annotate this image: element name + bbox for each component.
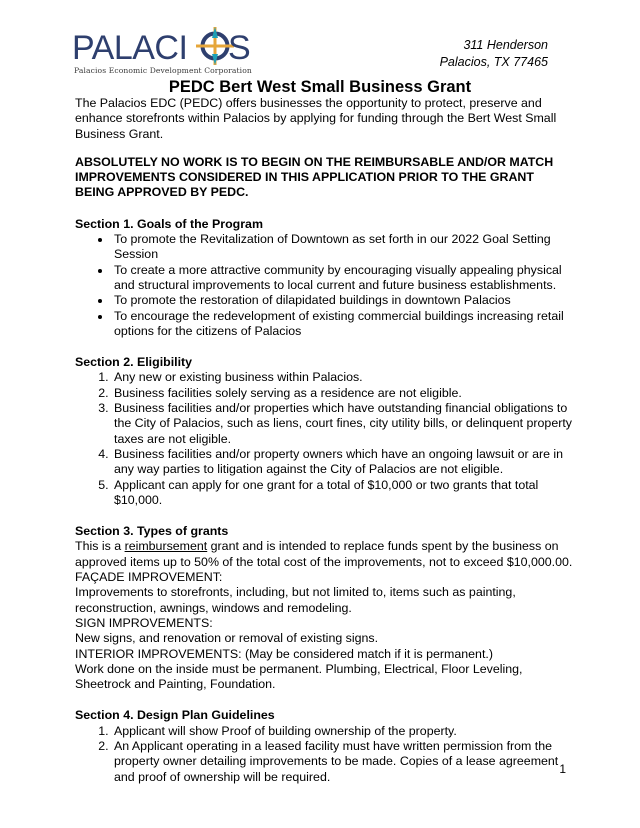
interior-heading: INTERIOR IMPROVEMENTS: (May be considered match if it is permanent.) [75, 646, 493, 661]
list-item: • To create a more attractive community by encouraging visually appealing physical and structural improvements to local current and future business establishments. [112, 263, 575, 294]
document-title: PEDC Bert West Small Business Grant [168, 78, 472, 96]
intro-paragraph: The Palacios EDC (PEDC) offers businesses the opportunity to protect, preserve and enhance storefronts within Palacios by applying for funding through the Bert West Small Business Grant. [75, 96, 557, 141]
list-item: 4. Business facilities and/or property owners which have an ongoing lawsuit or are in any way parties to litigation against the City of Palacios are not eligible. [112, 447, 575, 478]
page-number: 1 [559, 762, 566, 776]
svg-text:S: S [228, 29, 251, 67]
list-item: 2. Business facilities solely serving as a residence are not eligible. [112, 386, 575, 401]
interior-text: Work done on the inside must be permanent. Plumbing, Electrical, Floor Leveling, Sheetrock and Painting, Foundation. [75, 661, 523, 692]
list-item: • To promote the restoration of dilapidated buildings in downtown Palacios [112, 293, 575, 308]
text-span: grant and is intended to replace funds spent by the business on approved items up to 50% of the total cost of the improvements, not to exceed $10,000.00. [75, 539, 573, 569]
section-3-paragraph [75, 539, 575, 570]
list-item: 5. Applicant can apply for one grant for a total of $10,000 or two grants that total $10,000. [112, 478, 575, 509]
list-item: 3. Business facilities and/or properties which have outstanding financial obligations to the City of Palacios, such as liens, court fines, city utility bills, or delinquent property taxes are not eligible. [112, 401, 575, 447]
section-4-list [75, 724, 575, 785]
section-3-heading: Section 3. Types of grants [75, 524, 229, 539]
address-line-2: Palacios, TX 77465 [439, 55, 548, 69]
sign-text: New signs, and renovation or removal of existing signs. [75, 631, 379, 646]
address-line-1: 311 Henderson [463, 38, 548, 52]
list-item: 2. An Applicant operating in a leased facility must have written permission from the property owner detailing improvements to be made. Copies of a lease agreement and proof of ownership will be required. [112, 739, 575, 785]
section-4-heading: Section 4. Design Plan Guidelines [75, 708, 275, 723]
sign-heading: SIGN IMPROVEMENTS: [75, 615, 213, 630]
text-span: This is a [75, 539, 125, 554]
warning-notice: ABSOLUTELY NO WORK IS TO BEGIN ON THE REIMBURSABLE AND/OR MATCH IMPROVEMENTS CONSIDERED IN THIS APPLICATION PRIOR TO THE GRANT BEING APPROVED BY PEDC. [75, 154, 554, 200]
reimbursement-underlined: reimbursement [124, 539, 208, 554]
section-2-heading: Section 2. Eligibility [75, 355, 193, 370]
facade-text: Improvements to storefronts, including, but not limited to, items such as painting, reconstruction, awnings, windows and remodeling. [75, 585, 516, 615]
list-item: • To encourage the redevelopment of existing commercial buildings increasing retail options for the citizens of Palacios [112, 309, 575, 340]
facade-heading: FAÇADE IMPROVEMENT: [75, 570, 223, 585]
list-item: 1. Any new or existing business within Palacios. [112, 370, 575, 385]
section-1-heading: Section 1. Goals of the Program [75, 216, 263, 231]
list-item: • To promote the Revitalization of Downtown as set forth in our 2022 Goal Setting Session [112, 232, 575, 263]
section-2-list [75, 370, 575, 508]
logo-subtitle: Palacios Economic Development Corporation [74, 66, 252, 75]
section-1-list [75, 232, 575, 339]
document-body [75, 96, 575, 785]
address-block [440, 37, 548, 71]
svg-text:PALACI: PALACI [72, 29, 188, 67]
list-item: 1. Applicant will show Proof of building ownership of the property. [112, 724, 575, 739]
